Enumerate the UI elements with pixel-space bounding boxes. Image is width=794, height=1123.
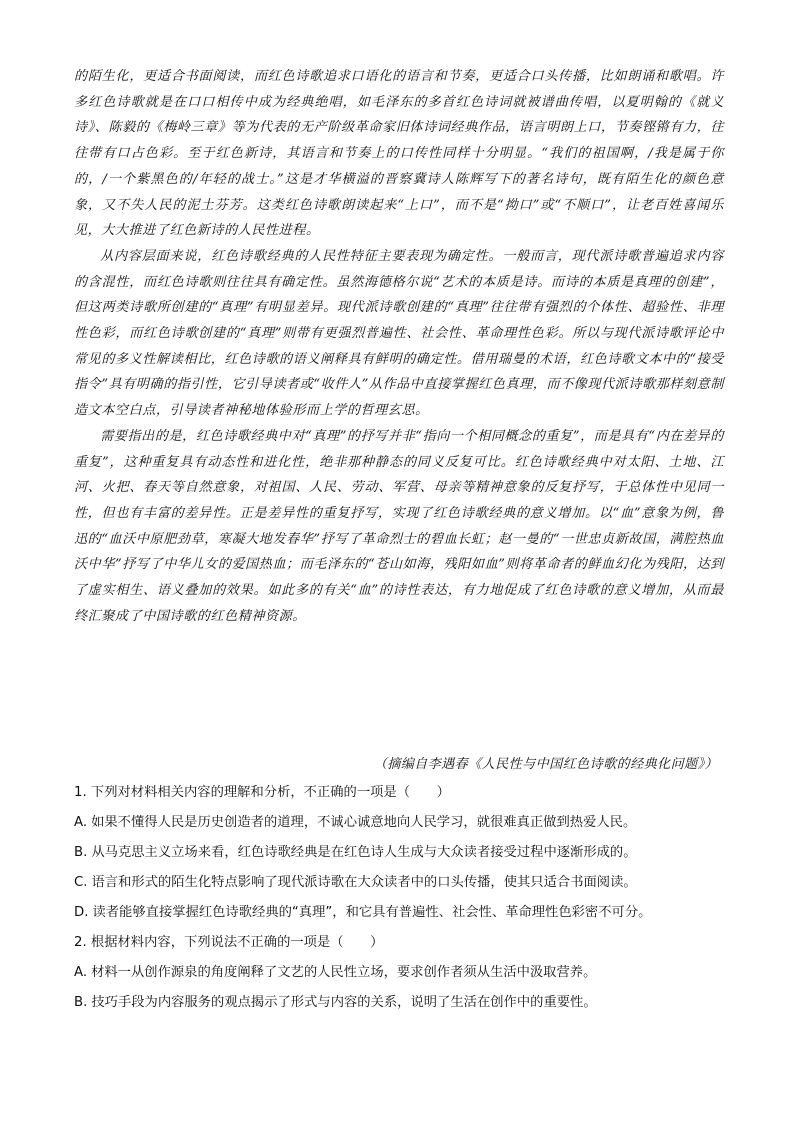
passage-paragraph-2: 从内容层面来说，红色诗歌经典的人民性特征主要表现为确定性。一般而言，现代派诗歌普遍追求内容的含混性，而红色诗歌则往往具有确定性。虽然海德格尔说“艺术的本质是诗。而诗的本质是真理的创建”，但这两类诗歌所创建的“真理”有明显差异。现代派诗歌创建的“真理”往往带有强烈的个体性、超验性、非理性色彩，而红色诗歌创建的“真理”则带有更强烈普遍性、社会性、革命理性色彩。所以与现代派诗歌评论中常见的多义性解读相比，红色诗歌的语义阐释具有鲜明的确定性。借用瑞曼的术语，红色诗歌文本中的“接受指令”具有明确的指引性，它引导读者或“收件人”从作品中直接掌握红色真理，而不像现代派诗歌那样刻意制造文本空白点，引导读者神秘地体验形而上学的哲理玄思。	[74, 248, 724, 419]
question-1-option-b	[74, 845, 734, 875]
option-label: A.	[74, 815, 88, 830]
option-text: 如果不懂得人民是历史创造者的道理，不诚心诚意地向人民学习，就很难真正做到热爱人民。	[91, 815, 637, 830]
source-citation: （摘编自李遇春《人民性与中国红色诗歌的经典化问题》）	[373, 757, 718, 772]
question-2-option-a	[74, 965, 734, 995]
reading-passage	[74, 64, 724, 629]
option-text: 读者能够直接掌握红色诗歌经典的“真理”，和它具有普遍性、社会性、革命理性色彩密不可分。	[92, 905, 652, 920]
option-text: 材料一从创作源泉的角度阐释了文艺的人民性立场，要求创作者须从生活中汲取营养。	[91, 965, 597, 980]
passage-paragraph-3: 需要指出的是，红色诗歌经典中对“真理”的抒写并非“指向一个相同概念的重复”，而是具有“内在差异的重复”，这种重复具有动态性和进化性，绝非那种静态的同义反复可比。红色诗歌经典中对太阳、土地、江河、火把、春天等自然意象，对祖国、人民、劳动、军营、母亲等精神意象的反复抒写，于总体性中见同一性，但也有丰富的差异性。正是差异性的重复抒写，实现了红色诗歌经典的意义增加。以“血”意象为例，鲁迅的“血沃中原肥劲草，寒凝大地发春华”抒写了革命烈士的碧血长虹；赵一曼的“一世忠贞新故国，满腔热血沃中华”抒写了中华儿女的爱国热血；而毛泽东的“苍山如海，残阳如血”则将革命者的鲜血幻化为残阳，达到了虚实相生、语义叠加的效果。如此多的有关“血”的诗性表达，有力地促成了红色诗歌的意义增加，从而最终汇聚成了中国诗歌的红色精神资源。	[74, 428, 724, 624]
option-text: 技巧手段为内容服务的观点揭示了形式与内容的关系，说明了生活在创作中的重要性。	[91, 995, 597, 1010]
option-text: 语言和形式的陌生化特点影响了现代派诗歌在大众读者中的口头传播，使其只适合书面阅读。	[91, 875, 637, 890]
question-2-stem: 2. 根据材料内容，下列说法不正确的一项是（ ）	[74, 935, 384, 950]
option-text: 从马克思主义立场来看，红色诗歌经典是在红色诗人生成与大众读者接受过程中逐渐形成的。	[91, 845, 637, 860]
option-label: C.	[74, 875, 88, 890]
question-1-option-c	[74, 875, 734, 905]
question-1-option-d	[74, 905, 734, 935]
option-label: B.	[74, 995, 88, 1010]
question-1-option-a	[74, 815, 734, 845]
question-2-option-b	[74, 995, 734, 1025]
option-label: A.	[74, 965, 88, 980]
option-label: D.	[74, 905, 89, 920]
option-label: B.	[74, 845, 88, 860]
passage-paragraph-1: 的陌生化，更适合书面阅读，而红色诗歌追求口语化的语言和节奏，更适合口头传播，比如朗诵和歌唱。许多红色诗歌就是在口口相传中成为经典绝唱，如毛泽东的多首红色诗词就被谱曲传唱，以夏明翰的《就义诗》、陈毅的《梅岭三章》等为代表的无产阶级革命家旧体诗词经典作品，语言明朗上口，节奏铿锵有力，往往带有口占色彩。至于红色新诗，其语言和节奏上的口传性同样十分明显。“我们的祖国啊，/我是属于你的，/一个紫黑色的/年轻的战士。”这是才华横溢的晋察冀诗人陈辉写下的著名诗句，既有陌生化的颜色意象，又不失人民的泥土芬芳。这类红色诗歌朗读起来“上口”，而不是“拗口”或“不顺口”，让老百姓喜闻乐见，大大推进了红色新诗的人民性进程。	[74, 69, 724, 239]
question-section	[74, 785, 734, 1025]
question-1-stem: 1. 下列对材料相关内容的理解和分析，不正确的一项是（ ）	[74, 785, 450, 800]
